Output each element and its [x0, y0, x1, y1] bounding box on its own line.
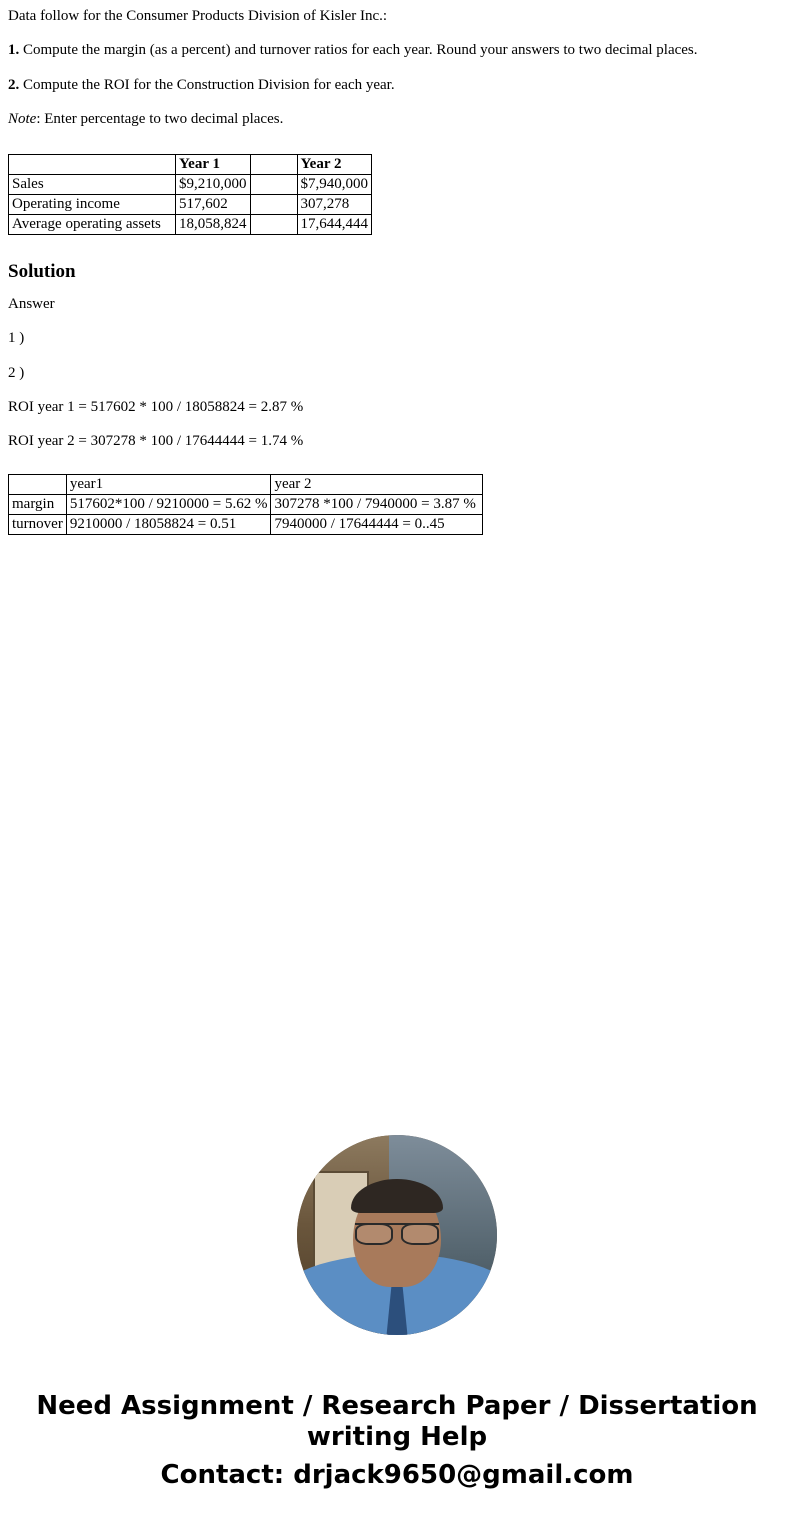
requirement-2-text: Compute the ROI for the Construction Division for each year.	[23, 76, 395, 93]
spacer	[8, 283, 786, 296]
note-label: Note	[8, 110, 37, 127]
avatar	[297, 1135, 497, 1335]
requirement-2-number: 2.	[8, 76, 20, 93]
roi-year-1: ROI year 1 = 517602 * 100 / 18058824 = 2.87 %	[8, 398, 304, 415]
cell-year1: 9210000 / 18058824 = 0.51	[66, 515, 271, 535]
table-row	[9, 495, 483, 515]
table-header-row	[9, 475, 483, 495]
requirement-1	[8, 42, 786, 59]
column-header-year2: year 2	[271, 475, 483, 495]
table-body	[9, 175, 372, 235]
cell-gap	[250, 175, 297, 195]
cell-year2: $7,940,000	[297, 175, 372, 195]
requirement-1-text: Compute the margin (as a percent) and turnover ratios for each year. Round your answers to two decimal places.	[23, 42, 698, 59]
solution-summary-table	[8, 474, 483, 535]
financial-data-table	[8, 154, 372, 235]
spacer	[8, 60, 786, 77]
column-header-blank-2	[250, 155, 297, 175]
table-row	[9, 195, 372, 215]
cell-gap	[250, 195, 297, 215]
cell-year1: 18,058,824	[176, 215, 251, 235]
solution-item-1: 1 )	[8, 330, 25, 347]
row-label: margin	[9, 495, 67, 515]
note-paragraph	[8, 111, 786, 128]
column-header-year2: Year 2	[297, 155, 372, 175]
promo-headline: Need Assignment / Research Paper / Dissertation writing Help	[36, 1391, 758, 1452]
table-row	[9, 215, 372, 235]
requirement-1-number: 1.	[8, 42, 20, 59]
row-label: turnover	[9, 515, 67, 535]
spacer	[8, 416, 786, 433]
table-row	[9, 515, 483, 535]
table-header	[9, 475, 483, 495]
table-header	[9, 155, 372, 175]
row-label: Average operating assets	[9, 215, 176, 235]
column-header-year1: Year 1	[176, 155, 251, 175]
spacer	[8, 382, 786, 399]
cell-year2: 17,644,444	[297, 215, 372, 235]
solution-item-2: 2 )	[8, 364, 25, 381]
answer-label: Answer	[8, 296, 55, 312]
spacer	[8, 348, 786, 365]
cell-gap	[250, 215, 297, 235]
column-header-blank	[9, 155, 176, 175]
row-label: Operating income	[9, 195, 176, 215]
column-header-blank	[9, 475, 67, 495]
solution-heading: Solution	[8, 261, 76, 282]
table-header-row	[9, 155, 372, 175]
requirement-2	[8, 77, 786, 94]
avatar-glasses	[355, 1223, 439, 1243]
cell-year2: 307,278	[297, 195, 372, 215]
note-text: : Enter percentage to two decimal places.	[36, 110, 284, 127]
table-row	[9, 175, 372, 195]
promo-contact: Contact: drjack9650@gmail.com	[160, 1460, 634, 1491]
row-label: Sales	[9, 175, 176, 195]
cell-year2: 307278 *100 / 7940000 = 3.87 %	[271, 495, 483, 515]
intro-paragraph: Data follow for the Consumer Products Division of Kisler Inc.:	[8, 8, 388, 24]
cell-year2: 7940000 / 17644444 = 0..45	[271, 515, 483, 535]
column-header-year1: year1	[66, 475, 271, 495]
spacer	[8, 313, 786, 330]
table-body	[9, 495, 483, 535]
cell-year1: $9,210,000	[176, 175, 251, 195]
spacer	[8, 94, 786, 111]
spacer	[8, 25, 786, 42]
promo-section	[8, 1135, 786, 1490]
cell-year1: 517602*100 / 9210000 = 5.62 %	[66, 495, 271, 515]
roi-year-2: ROI year 2 = 307278 * 100 / 17644444 = 1.74 %	[8, 433, 304, 449]
cell-year1: 517,602	[176, 195, 251, 215]
